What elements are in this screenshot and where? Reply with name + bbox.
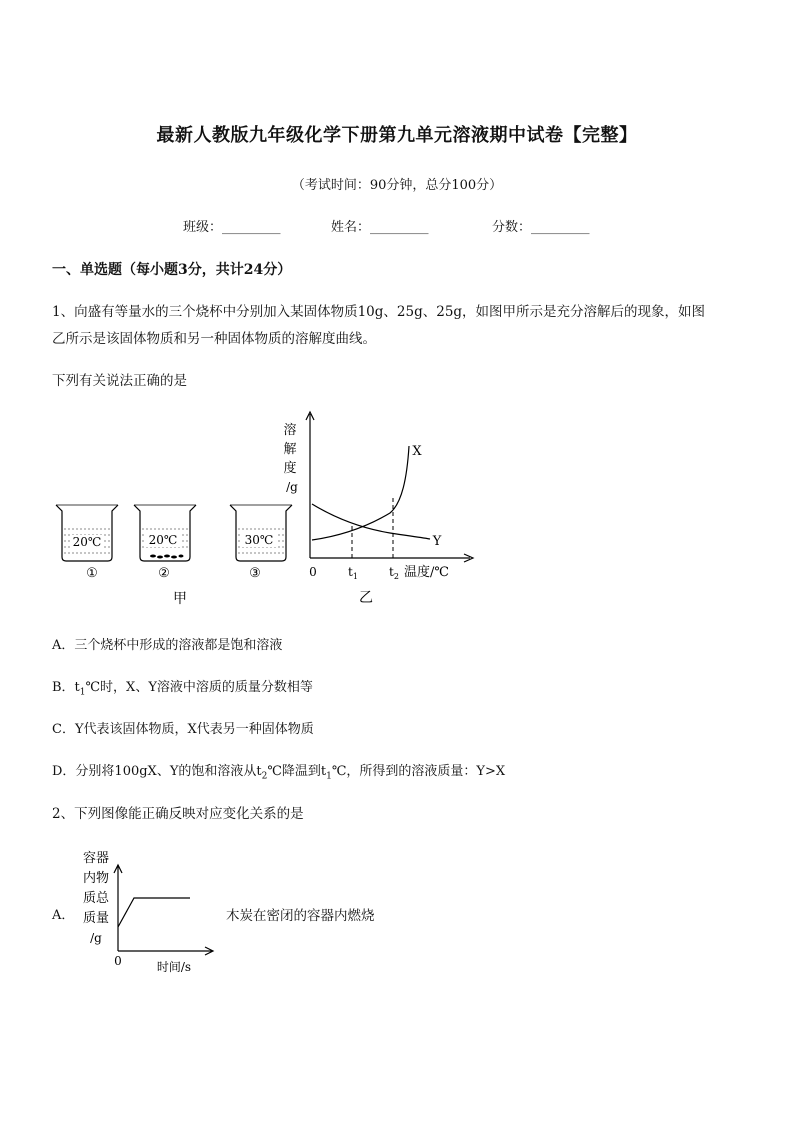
t1-label: $t_1$ [348,565,358,581]
yi-ylabel-3: 度 [283,461,297,476]
beaker-2 [134,505,196,581]
q2-graph-a [78,845,228,980]
beaker-1-temp: 20℃ [72,535,102,549]
q2-option-a-text: 木炭在密闭的容器内燃烧 [226,908,375,924]
q2-origin: 0 [114,954,122,968]
beaker-1-number: ① [86,566,98,581]
score-field[interactable]: 分数：_________ [492,220,590,235]
q2-xlabel: 时间/s [156,960,192,974]
q2-mass-line [118,898,190,927]
class-field[interactable]: 班级：_________ [183,220,281,235]
figure-jia [50,495,300,610]
q2-ylabel-1: 容器 [82,851,110,866]
q2-ylabel-2: 内物 [82,871,110,886]
figure-jia-caption: 甲 [173,591,187,607]
question-2-stem: 2、下列图像能正确反映对应变化关系的是 [52,806,304,822]
q2-ylabel-4: 质量 [82,911,110,926]
exam-info: （考试时间：90分钟，总分100分） [291,178,503,193]
q2-option-a-label[interactable]: A． [52,908,75,923]
beaker-2-number: ② [158,566,170,581]
t2-label: $t_2$ [389,565,399,581]
yi-xlabel: 温度/℃ [404,565,449,580]
series-x-label: X [412,444,422,459]
option-d[interactable]: D．分别将100gX、Y的饱和溶液从$t_2℃$降温到$t_1℃$，所得到的溶液质量：Y>X [52,764,506,782]
beaker-2-temp: 20℃ [148,533,178,547]
name-field[interactable]: 姓名：_________ [331,220,429,235]
figure-yi [280,408,480,608]
option-a[interactable]: A．三个烧杯中形成的溶液都是饱和溶液 [52,638,283,653]
option-c[interactable]: C．Y代表该固体物质，X代表另一种固体物质 [52,722,314,737]
figure-yi-caption: 乙 [359,590,373,606]
yi-origin: 0 [309,565,317,579]
page-title: 最新人教版九年级化学下册第九单元溶液期中试卷【完整】 [156,125,638,146]
yi-ylabel-4: /g [286,480,298,494]
q2-ylabel-5: /g [90,931,102,945]
curve-y [312,504,430,539]
question-1-line-2: 乙所示是该固体物质和另一种固体物质的溶解度曲线。 [52,331,376,347]
q2-ylabel-3: 质总 [82,891,110,906]
question-1-prompt: 下列有关说法正确的是 [52,373,187,389]
beaker-3-number: ③ [249,566,261,581]
yi-ylabel-1: 溶 [283,423,297,438]
option-b[interactable]: B．$t_1℃$时，X、Y溶液中溶质的质量分数相等 [52,680,313,698]
beaker-1 [56,505,118,581]
series-y-label: Y [432,534,442,549]
undissolved-solid [150,555,184,559]
beaker-3-temp: 30℃ [244,533,274,547]
section-heading: 一、单选题（每小题3分，共计24分） [52,262,292,278]
question-1-line-1: 1、向盛有等量水的三个烧杯中分别加入某固体物质10g、25g、25g，如图甲所示是充分溶解后的现象，如图 [52,304,706,320]
yi-ylabel-2: 解 [283,442,297,457]
